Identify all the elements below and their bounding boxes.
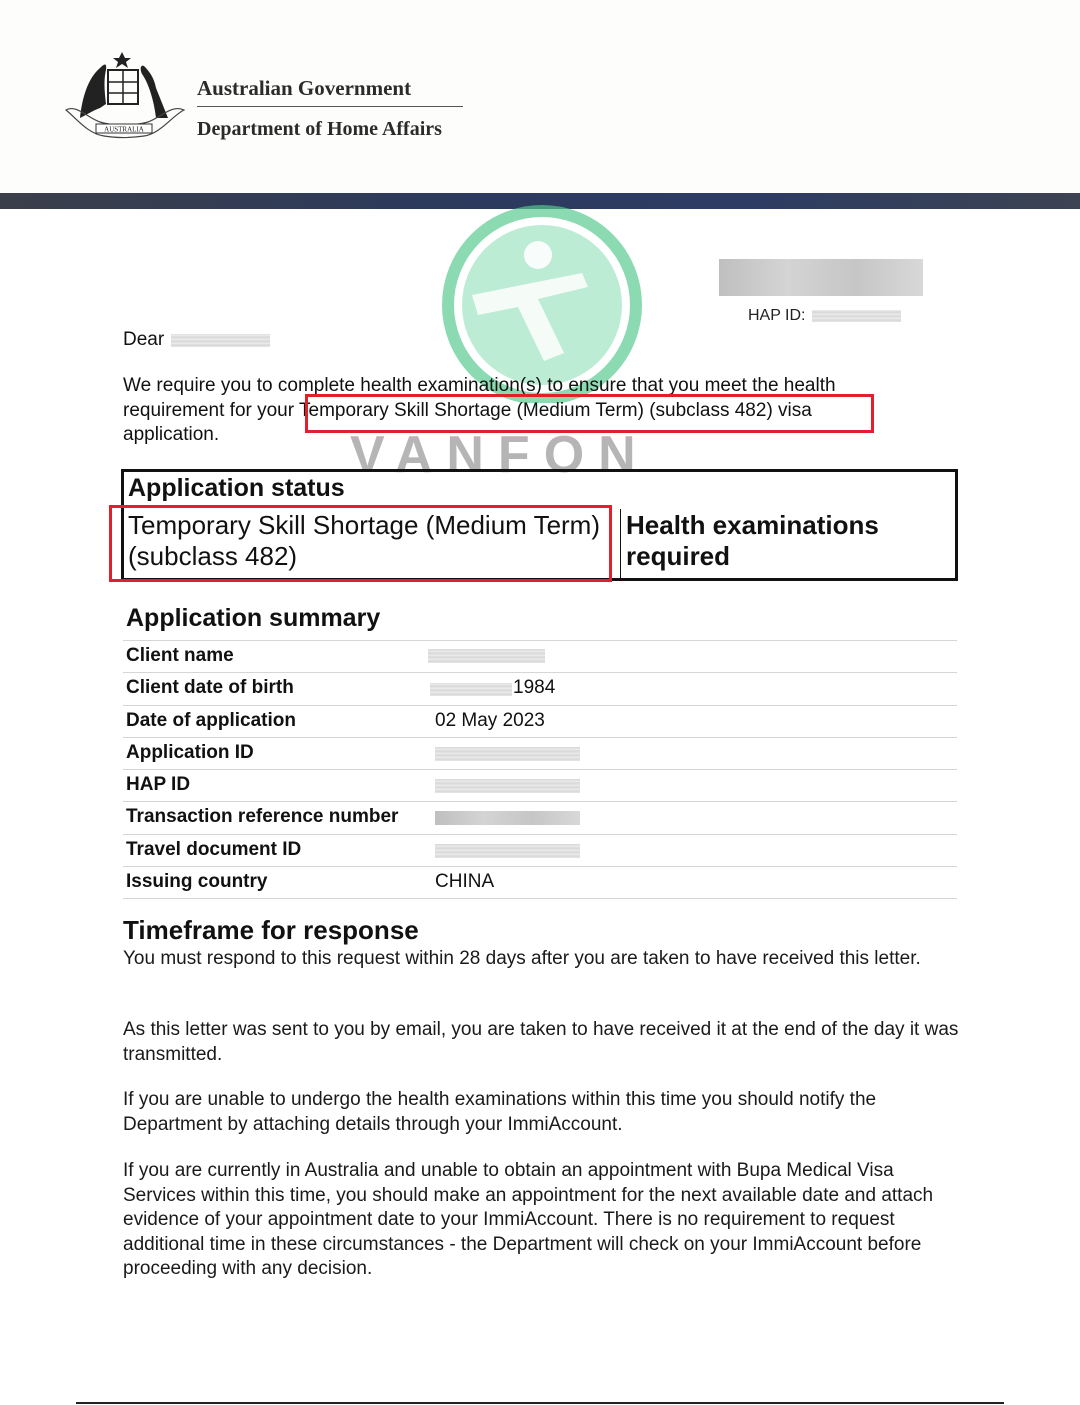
redacted-value bbox=[428, 649, 545, 663]
summary-label: Client name bbox=[126, 645, 234, 666]
redacted-value bbox=[435, 811, 580, 825]
summary-row bbox=[123, 640, 957, 672]
greeting: Dear bbox=[123, 329, 165, 350]
header-divider bbox=[197, 106, 463, 107]
summary-value: 02 May 2023 bbox=[435, 709, 545, 731]
summary-label: Issuing country bbox=[126, 871, 268, 893]
summary-label: Travel document ID bbox=[126, 838, 302, 860]
intro-text-after: application. bbox=[123, 424, 220, 445]
summary-row bbox=[123, 866, 957, 899]
summary-row bbox=[123, 769, 957, 801]
government-title: Australian Government bbox=[197, 76, 412, 100]
coat-of-arms-icon bbox=[60, 48, 190, 143]
summary-row bbox=[123, 705, 957, 737]
email-receipt-paragraph: As this letter was sent to you by email, you are taken to have received it at the end of the day it was transmitted. bbox=[123, 1019, 959, 1065]
status-divider bbox=[620, 509, 621, 579]
intro-visa-highlight: Temporary Skill Shortage (Medium Term) (subclass 482) visa bbox=[299, 399, 812, 421]
timeframe-paragraph: You must respond to this request within 28 days after you are taken to have received this letter. bbox=[123, 948, 921, 969]
summary-value: 1984 bbox=[513, 677, 556, 699]
application-status-title: Application status bbox=[128, 474, 345, 502]
redacted-value bbox=[435, 844, 580, 858]
summary-label: HAP ID bbox=[126, 774, 191, 796]
notify-department-paragraph: If you are unable to undergo the health examinations within this time you should notify the Department by attaching details through your ImmiAccount. bbox=[123, 1089, 877, 1135]
application-summary-table bbox=[123, 640, 957, 899]
department-name: Department of Home Affairs bbox=[197, 118, 442, 140]
footer-divider bbox=[76, 1402, 1004, 1404]
summary-label: Date of application bbox=[126, 709, 296, 731]
redacted-value bbox=[435, 747, 580, 761]
application-summary-title: Application summary bbox=[126, 604, 381, 632]
intro-text-before: We require you to complete health examination(s) to ensure that you meet the health requirement for your bbox=[123, 375, 836, 421]
summary-value: CHINA bbox=[435, 871, 495, 893]
redacted-client-name bbox=[171, 334, 270, 347]
summary-label: Application ID bbox=[126, 741, 254, 763]
watermark-text: VANFON bbox=[350, 426, 650, 484]
svg-text:AUSTRALIA: AUSTRALIA bbox=[104, 125, 144, 134]
vanfon-logo-icon bbox=[432, 203, 652, 403]
summary-row bbox=[123, 672, 957, 704]
highlight-box-status bbox=[109, 505, 612, 582]
redacted-reference bbox=[719, 259, 923, 296]
summary-row bbox=[123, 801, 957, 833]
letterhead bbox=[0, 0, 1080, 193]
summary-row bbox=[123, 834, 957, 866]
summary-label: Client date of birth bbox=[126, 677, 294, 699]
summary-label: Transaction reference number bbox=[126, 806, 399, 828]
redacted-value bbox=[435, 779, 580, 793]
hap-id-label: HAP ID: bbox=[748, 307, 806, 324]
status-visa-type: Temporary Skill Shortage (Medium Term) (subclass 482) bbox=[128, 510, 600, 571]
redacted-value bbox=[430, 683, 512, 696]
redacted-hap-id bbox=[812, 310, 901, 322]
summary-row bbox=[123, 737, 957, 769]
appointment-paragraph: If you are currently in Australia and unable to obtain an appointment with Bupa Medical Visa Services within this time, you should make an appointment for the next available date and attach evidence of your appointment date to your ImmiAccount. There is no requirement to request additional time in these circumstances - the Department will check on your ImmiAccount before proceeding with any decision. bbox=[123, 1160, 934, 1279]
timeframe-title: Timeframe for response bbox=[123, 915, 419, 945]
highlight-box-intro bbox=[305, 394, 874, 433]
status-value: Health examinations required bbox=[626, 510, 879, 571]
